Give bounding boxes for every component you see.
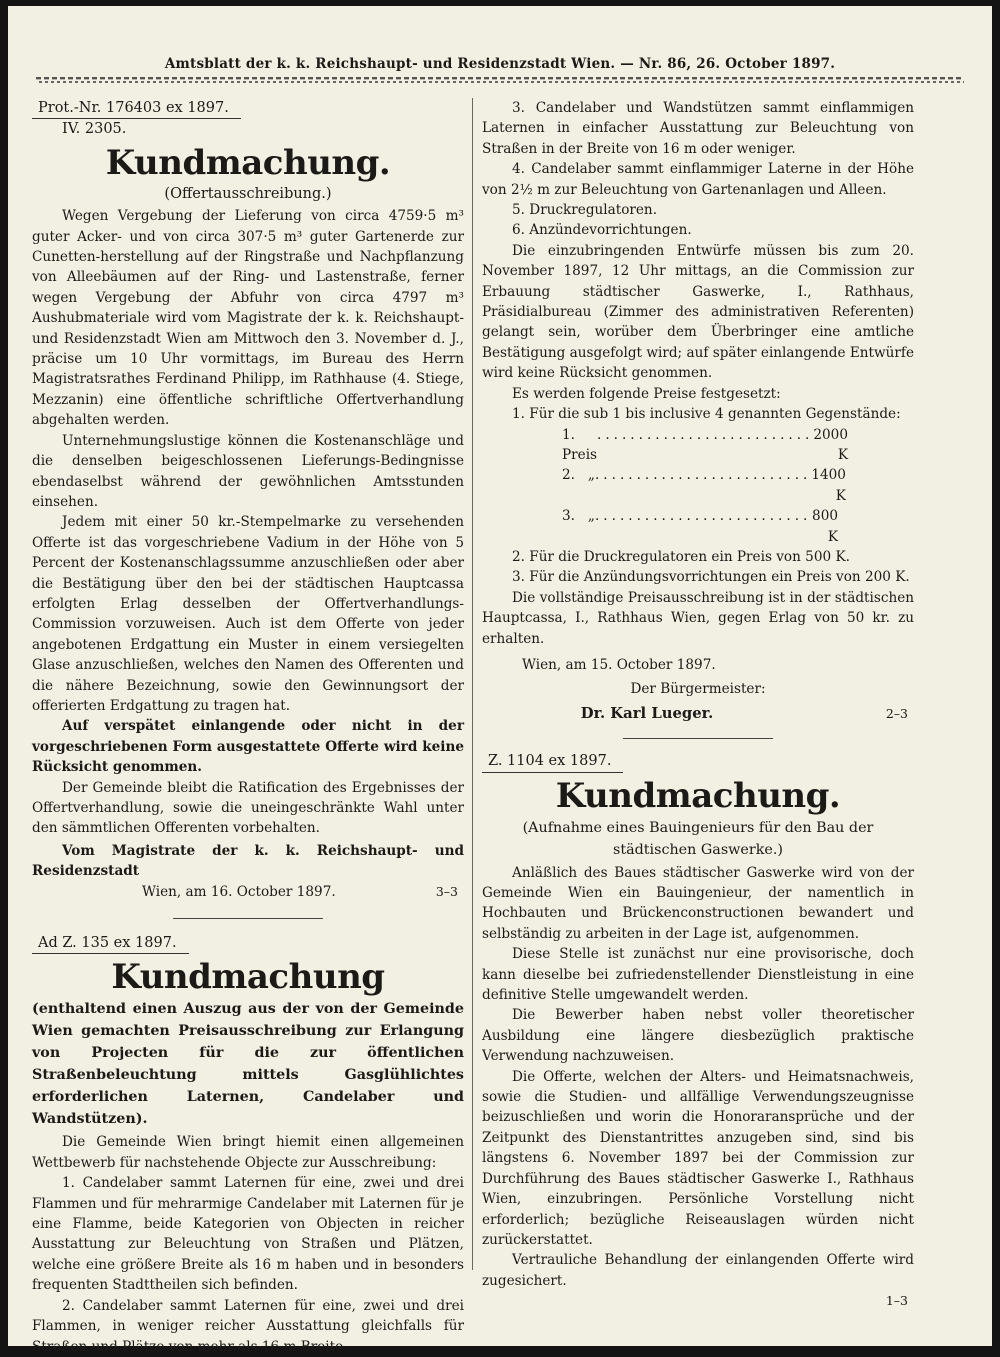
- paragraph-emphasis: Auf verspätet einlangende oder nicht in der vorgeschriebenen Form ausgestattete Offerte wird keine Rücksicht genommen.: [32, 718, 464, 776]
- left-column: [32, 98, 464, 1357]
- notice-subtitle: (enthaltend einen Auszug aus der von der Gemeinde Wien gemachten Preisausschreibung zur Erlangung von Projecten für die zur öffentlichen Straßenbeleuchtung mittels Gasglühlichtes erforderlichen Laternen, Candelaber und Wandstützen).: [32, 1001, 464, 1128]
- paragraph: Die Bewerber haben nebst voller theoretischer Ausbildung eine längere diesbezüglich praktische Verwendung nachzuweisen.: [482, 1007, 914, 1065]
- prize-label: 1. Preis: [562, 426, 598, 463]
- prize-amount: 1400 K: [811, 467, 846, 504]
- notice-title: Kundmachung: [111, 957, 385, 998]
- paragraph: Diese Stelle ist zunächst nur eine provisorische, doch kann dieselbe bei zufriedenstellender Dienstleistung in eine definitive Stelle umgewandelt werden.: [482, 946, 914, 1004]
- signoff: Vom Magistrate der k. k. Reichshaupt- und Residenzstadt: [32, 842, 464, 880]
- reference-number: Prot.-Nr. 176403 ex 1897.: [32, 98, 241, 119]
- prize-item: 3. Für die Anzündungsvorrichtungen ein Preis von 200 K.: [512, 569, 910, 586]
- column-divider: [472, 98, 473, 1270]
- running-head: Amtsblatt der k. k. Reichshaupt- und Residenzstadt Wien. — Nr. 86, 26. October 1897.: [164, 56, 836, 72]
- list-item: 1. Candelaber sammt Laternen für eine, zwei und drei Flammen und für mehrarmige Candelaber mit Laternen für je eine Flamme, beide Kategorien von Objecten in reicher Ausstattung zur Beleuchtung von Straßen und Plätzen, welche eine größere Breite als 16 m haben und in besonders frequenten Stadttheilen sich befinden.: [32, 1175, 464, 1294]
- list-item: 2. Candelaber sammt Laternen für eine, zwei und drei Flammen, in weniger reicher Ausstattung gleichfalls für Straßen und Plätze von mehr als 16 m Breite.: [32, 1297, 464, 1355]
- notice-subtitle: (Offertausschreibung.): [164, 185, 332, 202]
- paragraph: Die vollständige Preisausschreibung ist in der städtischen Hauptcassa, I., Rathhaus Wien, gegen Erlag von 50 kr. zu erhalten.: [482, 589, 914, 647]
- newspaper-page: [8, 6, 992, 1355]
- paragraph: Die Offerte, welchen der Alters- und Heimatsnachweis, sowie die Studien- und allfällige Verwendungszeugnisse beizuschließen und worin die Honoraransprüche und der Zeitpunkt des Dienstantrittes anzugeben sind, sind bis längstens 6. November 1897 bei der Commission zur Durchführung des Baues städtischer Gaswerke I., Rathhaus Wien, einzubringen. Persönliche Vorstellung nicht erforderlich; bezügliche Reiseauslagen würden nicht zurückerstattet.: [482, 1068, 914, 1248]
- leader-dots: ..........................: [594, 508, 812, 525]
- notice-subtitle: (Aufnahme eines Bauingenieurs für den Bau der städtischen Gaswerke.): [522, 819, 874, 858]
- separator: [173, 918, 323, 919]
- place-date-line: [32, 882, 464, 902]
- leader-dots: ..........................: [597, 426, 814, 443]
- prize-item: 2. Für die Druckregulatoren ein Preis von 500 K.: [512, 548, 850, 565]
- leader-dots: ..........................: [594, 467, 812, 484]
- prize-amount: 800 K: [812, 508, 838, 545]
- prize-row: [482, 465, 846, 506]
- prize-label: 2. „: [562, 467, 595, 484]
- signoff: Der Bürgermeister:: [630, 681, 766, 698]
- list-item: 4. Candelaber sammt einflammiger Laterne in der Höhe von 2½ m zur Beleuchtung von Gartenanlagen und Alleen.: [482, 161, 914, 198]
- notice-title: Kundmachung.: [105, 142, 391, 183]
- notice-title: Kundmachung.: [555, 775, 841, 816]
- list-item: 5. Druckregulatoren.: [512, 202, 658, 219]
- reference-number: Z. 1104 ex 1897.: [482, 751, 623, 772]
- prize-row: [482, 425, 848, 466]
- prize-label: 3. „: [562, 508, 595, 525]
- paragraph: Die Gemeinde Wien bringt hiemit einen allgemeinen Wettbewerb für nachstehende Objecte zur Ausschreibung:: [32, 1134, 464, 1171]
- paragraph: Unternehmungslustige können die Kostenanschläge und die denselben beigeschlossenen Lieferungs-Bedingnisse ebendaselbst während der gewöhnlichen Amtsstunden einsehen.: [32, 432, 464, 510]
- paragraph: Anläßlich des Baues städtischer Gaswerke wird von der Gemeinde Wien ein Bauingenieur, der namentlich in Hochbauten und Brückenconstructionen bewandert und selbständig zu arbeiten in der Lage ist, aufgenommen.: [482, 864, 914, 942]
- signature-line: [482, 704, 914, 724]
- notice-1: [32, 98, 464, 902]
- paragraph: Der Gemeinde bleibt die Ratification des Ergebnisses der Offertverhandlung, sowie die uneingeschränkte Wahl unter den sämmtlichen Offerenten vorbehalten.: [32, 779, 464, 837]
- paragraph: Jedem mit einer 50 kr.-Stempelmarke zu versehenden Offerte ist das vorgeschriebene Vadium in der Höhe von 5 Percent der Kostenanschlagssumme anzuschließen oder aber die Bestätigung über den bei der städtischen Hauptcassa erfolgten Erlag desselben der Offertverhandlungs-Commission vorzuweisen. Auch ist dem Offerte von jeder angebotenen Erdgattung ein Muster in einem versiegelten Glase anzuschließen, welches den Namen des Offerenten und die nähere Bezeichnung, sowie den Gewinnungsort der offerierten Erdgattung zu tragen hat.: [32, 514, 464, 714]
- right-column: [482, 98, 914, 1312]
- signature: Dr. Karl Lueger.: [580, 704, 714, 722]
- notice-3: [482, 751, 914, 1309]
- prize-intro: 1. Für die sub 1 bis inclusive 4 genannten Gegenstände:: [512, 406, 901, 423]
- separator: [623, 738, 773, 739]
- paragraph: Vertrauliche Behandlung der einlangenden Offerte wird zugesichert.: [482, 1252, 914, 1289]
- insertion-number: 1–3: [885, 1293, 908, 1309]
- header-rule-lower: [36, 81, 964, 83]
- insertion-number: 3–3: [435, 883, 458, 899]
- notice-2-continued: [482, 98, 914, 724]
- paragraph: Es werden folgende Preise festgesetzt:: [512, 385, 781, 402]
- list-item: 6. Anzündevorrichtungen.: [512, 222, 692, 239]
- department-number: IV. 2305.: [62, 121, 127, 138]
- notice-2: [32, 933, 464, 1357]
- prize-amount: 2000 K: [813, 426, 848, 463]
- paragraph: Wegen Vergebung der Lieferung von circa 4759·5 m³ guter Acker- und von circa 307·5 m³ guter Gartenerde zur Cunetten-herstellung auf der Ringstraße und Nachpflanzung von Alleebäumen auf der Ring- und Lastenstraße, ferner wegen Vergebung der Abfuhr von circa 4797 m³ Aushubmateriale wird vom Magistrate der k. k. Reichshaupt- und Residenzstadt Wien am Mittwoch den 3. November d. J., präcise um 10 Uhr vormittags, im Bureau des Herrn Magistratsrathes Ferdinand Philipp, im Rathhause (4. Stiege, Mezzanin) eine öffentliche schriftliche Offertverhandlung abgehalten werden.: [32, 208, 464, 429]
- place-date: Wien, am 16. October 1897.: [142, 883, 336, 900]
- reference-number: Ad Z. 135 ex 1897.: [32, 933, 189, 954]
- paragraph: Die einzubringenden Entwürfe müssen bis zum 20. November 1897, 12 Uhr mittags, an die Commission zur Erbauung städtischer Gaswerke, I., Rathhaus, Präsidialbureau (Zimmer des administrativen Referenten) gelangt sein, worüber dem Überbringer eine amtliche Bestätigung ausgefolgt wird; auf später einlangende Entwürfe wird keine Rücksicht genommen.: [482, 242, 914, 382]
- insertion-number: 2–3: [885, 705, 908, 721]
- list-item: 3. Candelaber und Wandstützen sammt einflammigen Laternen in einfacher Ausstattung zur Beleuchtung von Straßen in der Breite von 16 m oder weniger.: [482, 100, 914, 157]
- place-date: Wien, am 15. October 1897.: [522, 656, 716, 673]
- prize-row: [482, 506, 838, 547]
